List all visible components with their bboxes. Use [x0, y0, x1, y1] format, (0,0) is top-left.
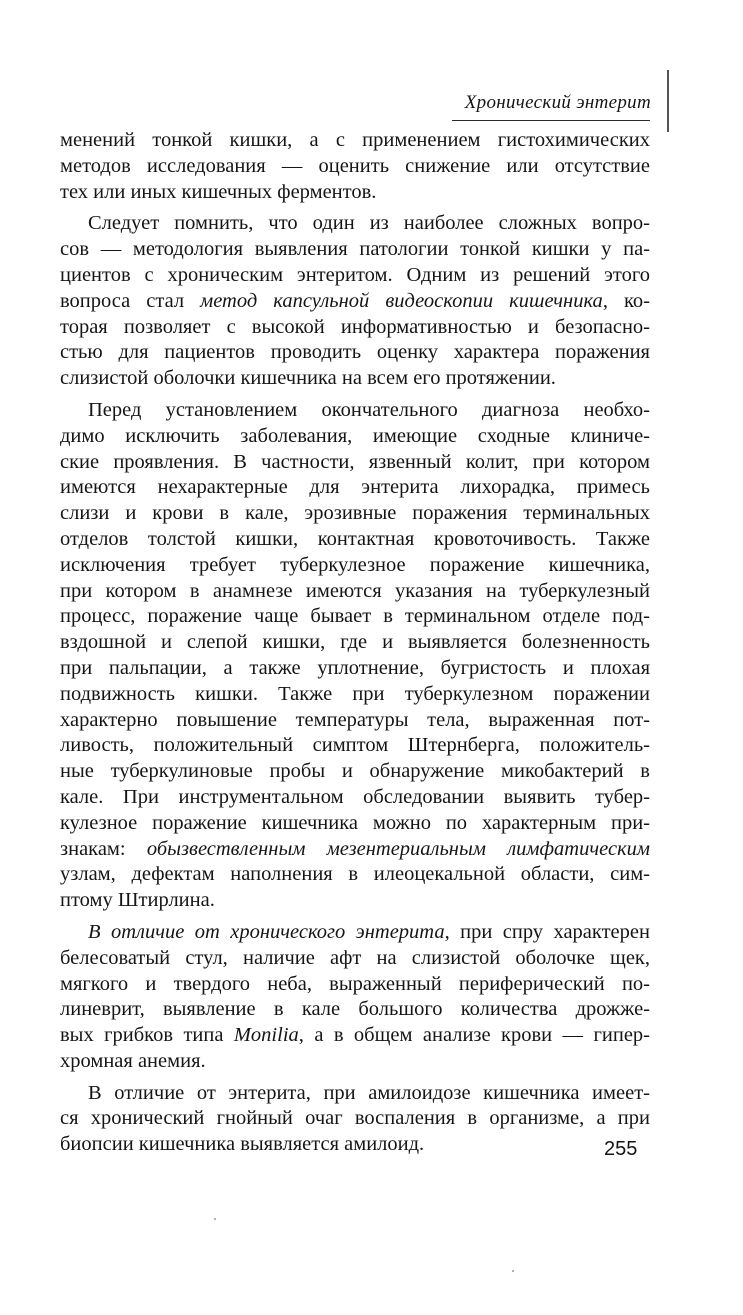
text-run: узлам: [60, 863, 111, 886]
text-line: тех или иных кишечных ферментов.: [60, 180, 377, 203]
italic-run: метод капсульной видеоскопии кишечника: [200, 289, 603, 312]
text-line: кале. При инструментальном обследовании выявить тубер-: [60, 785, 650, 808]
text-line: [60, 920, 650, 946]
text-line: белесоватый стул, наличие афт на слизистой оболочке щек,: [60, 946, 650, 969]
text-line: Перед установлением окончательного диагноза необхо-: [88, 398, 650, 421]
scan-speck: [214, 1218, 216, 1220]
text-line: [60, 862, 650, 888]
text-line: [60, 837, 650, 863]
text-line: отделов толстой кишки, контактная кровоточивость. Также: [60, 527, 650, 550]
text-line: ливость, положительный симптом Штернберга, положитель-: [60, 734, 650, 757]
text-line: мягкого и твердого неба, выраженный периферический по-: [60, 972, 650, 995]
text-line: стью для пациентов проводить оценку характера поражения: [60, 341, 650, 364]
text-run: вых грибков типа: [60, 1024, 234, 1047]
text-line: при пальпации, а также уплотнение, бугристость и плохая: [60, 656, 650, 679]
text-line: при котором в анамнезе имеются указания на туберкулезный: [60, 579, 650, 602]
text-line: подвижность кишки. Также при туберкулезном поражении: [60, 682, 650, 705]
page-number: 255: [604, 1138, 638, 1160]
scan-speck: [512, 1270, 514, 1272]
paragraph: [60, 398, 650, 914]
text-line: В отличие от энтерита, при амилоидозе кишечника имеет-: [88, 1081, 650, 1104]
text-line: [60, 1023, 650, 1049]
text-line: вздошной и слепой кишки, где и выявляется болезненность: [60, 631, 650, 654]
text-line: хромная анемия.: [60, 1049, 206, 1072]
paragraph: [60, 920, 650, 1075]
text-line: менений тонкой кишки, а с применением гистохимических: [60, 129, 650, 151]
text-run: , а в общем анализе крови — гипер-: [298, 1024, 650, 1047]
text-line: ся хронический гнойный очаг воспаления в организме, а при: [60, 1107, 650, 1130]
text-line: слизистой оболочки кишечника на всем его протяжении.: [60, 367, 556, 390]
margin-mark: [667, 70, 669, 132]
text-line: Следует помнить, что один из наиболее сложных вопро-: [88, 212, 650, 235]
text-line: процесс, поражение чаще бывает в терминальном отделе под-: [60, 605, 650, 628]
text-line: характерно повышение температуры тела, выраженная пот-: [60, 708, 650, 731]
text-line: сов — методология выявления патологии тонкой кишки у па-: [60, 238, 650, 261]
text-line: птому Штирлина.: [60, 889, 215, 912]
text-run: , ко-: [602, 289, 650, 312]
text-line: имеются нехарактерные для энтерита лихорадка, примесь: [60, 476, 650, 499]
paragraph: [60, 1081, 650, 1158]
text-run: вопроса стал: [60, 289, 201, 312]
text-line: методов исследования — оценить снижение или отсутствие: [60, 154, 650, 177]
body-text: [60, 128, 650, 1158]
text-line: димо исключить заболевания, имеющие сходные клиниче-: [60, 424, 650, 447]
header-rule: [452, 120, 650, 121]
italic-run: обызвествленным мезентериальным лимфатическим: [146, 837, 650, 860]
text-line: исключения требует туберкулезное поражение кишечника,: [60, 553, 650, 576]
paragraph: [60, 128, 650, 205]
text-line: [60, 289, 650, 315]
text-line: линеврит, выявление в кале большого количества дрожже-: [60, 998, 650, 1021]
text-line: кулезное поражение кишечника можно по характерным при-: [60, 811, 650, 834]
text-line: слизи и крови в кале, эрозивные поражения терминальных: [60, 502, 650, 525]
paragraph: [60, 211, 650, 392]
text-line: ские проявления. В частности, язвенный колит, при котором: [60, 450, 650, 473]
running-header: Хронический энтерит: [464, 92, 651, 113]
text-run: , дефектам наполнения в илеоцекальной области, сим-: [110, 863, 650, 886]
italic-run: Monilia: [233, 1024, 299, 1047]
text-line: ные туберкулиновые пробы и обнаружение микобактерий в: [60, 760, 650, 783]
text-line: циентов с хроническим энтеритом. Одним из решений этого: [60, 263, 650, 286]
italic-run: В отличие от хронического энтерита: [88, 920, 445, 943]
text-run: , при спру характерен: [444, 920, 650, 943]
text-line: торая позволяет с высокой информативностью и безопасно-: [60, 315, 650, 338]
text-run: знакам:: [60, 837, 147, 860]
text-line: биопсии кишечника выявляется амилоид.: [60, 1133, 425, 1156]
